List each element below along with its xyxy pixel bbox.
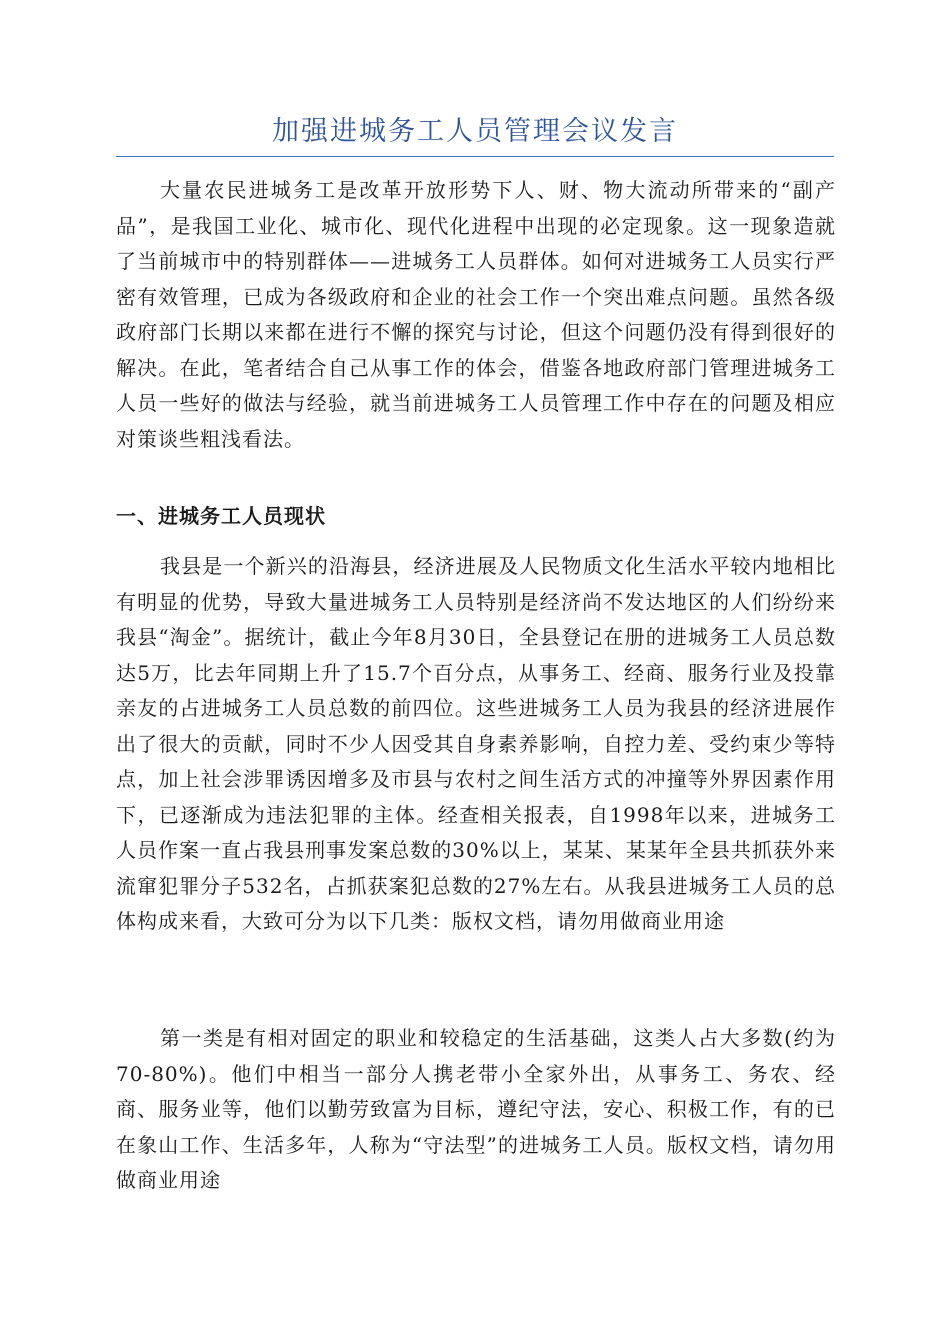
document-title: 加强进城务工人员管理会议发言 — [272, 116, 678, 147]
status-paragraph: 我县是一个新兴的沿海县，经济进展及人民物质文化生活水平较内地相比有明显的优势，导致大量进城务工人员特别是经济尚不发达地区的人们纷纷来我县“淘金”。据统计，截止今年8月30日，全县登记在册的进城务工人员总数达5万，比去年同期上升了15.7个百分点，从事务工、经商、服务行业及投靠亲友的占进城务工人员总数的前四位。这些进城务工人员为我县的经济进展作出了很大的贡献，同时不少人因受其自身素养影响，自控力差、受约束少等特点，加上社会涉罪诱因增多及市县与农村之间生活方式的冲撞等外界因素作用下，已逐渐成为违法犯罪的主体。经查相关报表，自1998年以来，进城务工人员作案一直占我县刑事发案总数的30%以上，某某、某某年全县共抓获外来流窜犯罪分子532名，占抓获案犯总数的27%左右。从我县进城务工人员的总体构成来看，大致可分为以下几类：版权文档，请勿用做商业用途 — [116, 554, 836, 933]
intro-paragraph: 大量农民进城务工是改革开放形势下人、财、物大流动所带来的“副产品”，是我国工业化、城市化、现代化进程中出现的必定现象。这一现象造就了当前城市中的特别群体——进城务工人员群体。如何对进城务工人员实行严密有效管理，已成为各级政府和企业的社会工作一个突出难点问题。虽然各级政府部门长期以来都在进行不懈的探究与讨论，但这个问题仍没有得到很好的解决。在此，笔者结合自己从事工作的体会，借鉴各地政府部门管理进城务工人员一些好的做法与经验，就当前进城务工人员管理工作中存在的问题及相应对策谈些粗浅看法。 — [116, 178, 836, 451]
section-heading: 一、进城务工人员现状 — [116, 504, 326, 528]
title-underline — [116, 156, 834, 157]
category-one-paragraph: 第一类是有相对固定的职业和较稳定的生活基础，这类人占大多数(约为70-80%)。他们中相当一部分人携老带小全家外出，从事务工、务农、经商、服务业等，他们以勤劳致富为目标，遵纪守法，安心、积极工作，有的已在象山工作、生活多年，人称为“守法型”的进城务工人员。版权文档，请勿用做商业用途 — [116, 1026, 836, 1192]
